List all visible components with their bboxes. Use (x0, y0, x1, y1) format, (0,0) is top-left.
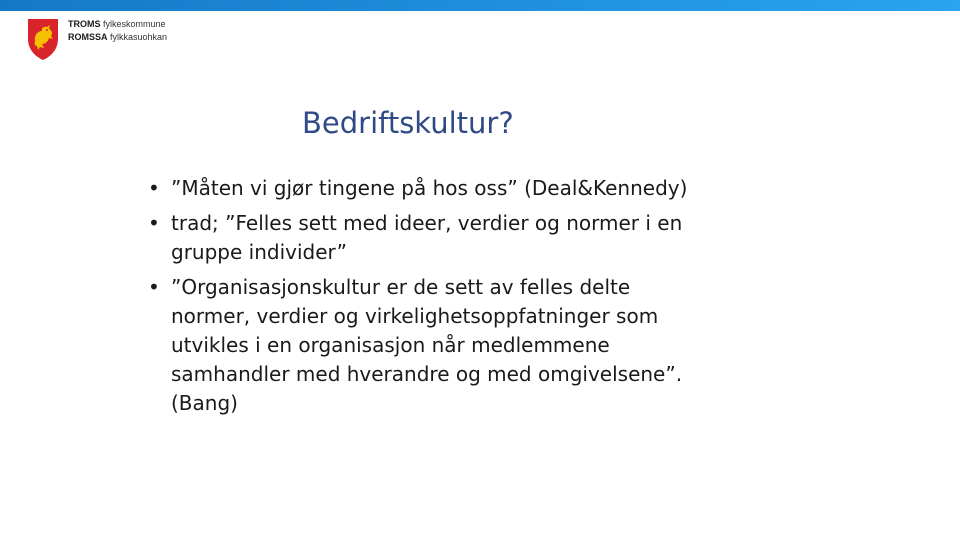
bullet-dot-icon: • (148, 176, 160, 200)
logo-line1-bold: TROMS (68, 19, 101, 29)
bullet-dot-icon: • (148, 275, 160, 299)
bullet-item (146, 174, 691, 203)
bullet-text: trad; ”Felles sett med ideer, verdier og normer i en gruppe individer” (171, 211, 683, 264)
bullet-dot-icon: • (148, 211, 160, 235)
bullet-text: ”Måten vi gjør tingene på hos oss” (Deal&Kennedy) (171, 176, 688, 200)
slide-title: Bedriftskultur? (302, 106, 514, 140)
bullet-item (146, 273, 691, 418)
logo-line1-rest: fylkeskommune (100, 19, 166, 29)
logo-line2-bold: ROMSSA (68, 32, 108, 42)
troms-coat-of-arms-icon (26, 17, 60, 61)
bullet-list (146, 174, 691, 424)
organization-name (68, 18, 167, 44)
bullet-text: ”Organisasjonskultur er de sett av felles delte normer, verdier og virkelighetsoppfatninger som utvikles i en organisasjon når medlemmene samhandler med hverandre og med omgivelsene”. (Bang) (171, 275, 683, 415)
logo-line2-rest: fylkkasuohkan (107, 32, 168, 42)
organization-logo (26, 17, 167, 61)
header-accent-bar (0, 0, 960, 11)
bullet-item (146, 209, 691, 267)
